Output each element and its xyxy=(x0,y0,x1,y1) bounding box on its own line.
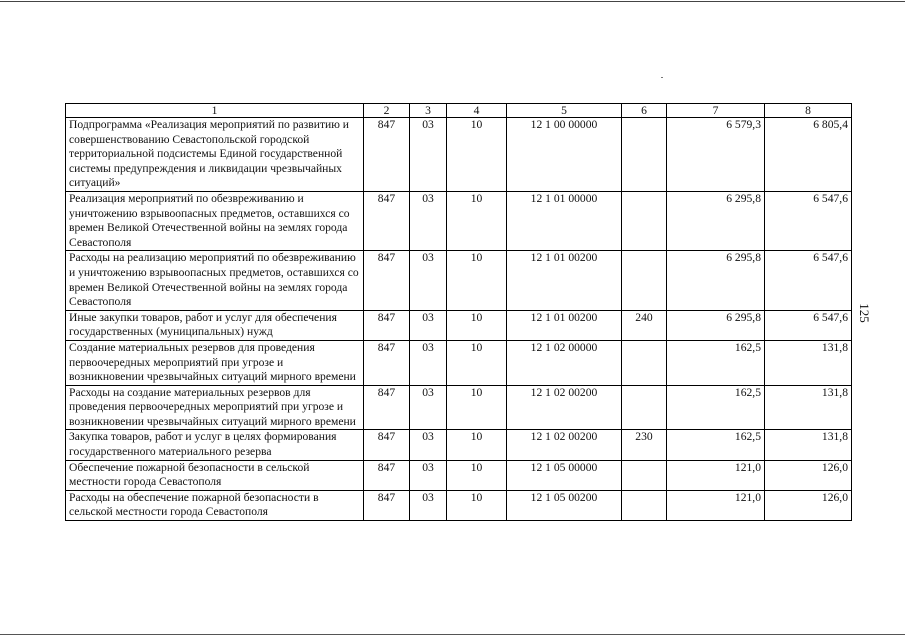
table-header xyxy=(66,104,852,118)
table-row xyxy=(66,385,852,430)
amount-col7-cell: 6 295,8 xyxy=(667,310,765,340)
amount-col7-cell: 121,0 xyxy=(667,490,765,520)
amount-col7-cell: 121,0 xyxy=(667,460,765,490)
code-expense-type-cell xyxy=(622,385,667,430)
code-target-cell: 12 1 01 00200 xyxy=(507,310,622,340)
code-target-cell: 12 1 01 00000 xyxy=(507,191,622,250)
amount-col8-cell: 6 805,4 xyxy=(765,118,852,192)
code-admin-cell: 847 xyxy=(364,430,410,460)
code-expense-type-cell xyxy=(622,251,667,310)
col-header-1: 1 xyxy=(66,104,364,118)
code-subsection-cell: 10 xyxy=(447,191,507,250)
code-expense-type-cell xyxy=(622,191,667,250)
row-name-cell: Расходы на реализацию мероприятий по обезвреживанию и уничтожению взрывоопасных предметов, оставшихся со времен Великой Отечественной войны на землях города Севастополя xyxy=(66,251,364,310)
code-target-cell: 12 1 05 00000 xyxy=(507,460,622,490)
code-subsection-cell: 10 xyxy=(447,460,507,490)
table-body xyxy=(66,118,852,521)
row-name-cell: Иные закупки товаров, работ и услуг для обеспечения государственных (муниципальных) нужд xyxy=(66,310,364,340)
budget-table xyxy=(65,103,852,521)
amount-col8-cell: 131,8 xyxy=(765,340,852,385)
code-subsection-cell: 10 xyxy=(447,385,507,430)
col-header-6: 6 xyxy=(622,104,667,118)
amount-col7-cell: 162,5 xyxy=(667,430,765,460)
row-name-cell: Создание материальных резервов для проведения первоочередных мероприятий при угрозе и возникновении чрезвычайных ситуаций мирного времени xyxy=(66,340,364,385)
col-header-2: 2 xyxy=(364,104,410,118)
amount-col7-cell: 162,5 xyxy=(667,340,765,385)
col-header-4: 4 xyxy=(447,104,507,118)
header-row xyxy=(66,104,852,118)
scan-edge-bottom xyxy=(0,634,905,635)
table-row xyxy=(66,310,852,340)
code-section-cell: 03 xyxy=(410,490,447,520)
row-name-cell: Реализация мероприятий по обезвреживанию и уничтожению взрывоопасных предметов, оставшихся со времен Великой Отечественной войны на землях города Севастополя xyxy=(66,191,364,250)
code-section-cell: 03 xyxy=(410,191,447,250)
code-subsection-cell: 10 xyxy=(447,340,507,385)
scan-speck xyxy=(661,77,663,78)
table-row xyxy=(66,251,852,310)
amount-col8-cell: 126,0 xyxy=(765,460,852,490)
code-section-cell: 03 xyxy=(410,385,447,430)
amount-col8-cell: 6 547,6 xyxy=(765,310,852,340)
code-target-cell: 12 1 05 00200 xyxy=(507,490,622,520)
amount-col8-cell: 6 547,6 xyxy=(765,251,852,310)
page-number: 125 xyxy=(857,303,872,323)
amount-col7-cell: 162,5 xyxy=(667,385,765,430)
code-admin-cell: 847 xyxy=(364,460,410,490)
code-subsection-cell: 10 xyxy=(447,118,507,192)
amount-col7-cell: 6 295,8 xyxy=(667,191,765,250)
code-expense-type-cell xyxy=(622,118,667,192)
code-expense-type-cell xyxy=(622,340,667,385)
code-section-cell: 03 xyxy=(410,430,447,460)
col-header-3: 3 xyxy=(410,104,447,118)
col-header-5: 5 xyxy=(507,104,622,118)
code-target-cell: 12 1 00 00000 xyxy=(507,118,622,192)
table-row xyxy=(66,118,852,192)
table-row xyxy=(66,430,852,460)
code-expense-type-cell: 240 xyxy=(622,310,667,340)
code-section-cell: 03 xyxy=(410,118,447,192)
amount-col8-cell: 131,8 xyxy=(765,430,852,460)
table-row xyxy=(66,460,852,490)
amount-col8-cell: 126,0 xyxy=(765,490,852,520)
code-admin-cell: 847 xyxy=(364,251,410,310)
col-header-7: 7 xyxy=(667,104,765,118)
row-name-cell: Расходы на обеспечение пожарной безопасности в сельской местности города Севастополя xyxy=(66,490,364,520)
code-subsection-cell: 10 xyxy=(447,490,507,520)
scan-edge-top xyxy=(0,1,905,2)
code-subsection-cell: 10 xyxy=(447,251,507,310)
code-expense-type-cell: 230 xyxy=(622,430,667,460)
code-section-cell: 03 xyxy=(410,340,447,385)
code-admin-cell: 847 xyxy=(364,191,410,250)
code-section-cell: 03 xyxy=(410,310,447,340)
code-admin-cell: 847 xyxy=(364,340,410,385)
row-name-cell: Обеспечение пожарной безопасности в сельской местности города Севастополя xyxy=(66,460,364,490)
code-section-cell: 03 xyxy=(410,251,447,310)
row-name-cell: Закупка товаров, работ и услуг в целях формирования государственного материального резерва xyxy=(66,430,364,460)
code-admin-cell: 847 xyxy=(364,385,410,430)
code-subsection-cell: 10 xyxy=(447,430,507,460)
amount-col8-cell: 131,8 xyxy=(765,385,852,430)
code-target-cell: 12 1 02 00200 xyxy=(507,430,622,460)
col-header-8: 8 xyxy=(765,104,852,118)
code-admin-cell: 847 xyxy=(364,310,410,340)
code-expense-type-cell xyxy=(622,460,667,490)
code-admin-cell: 847 xyxy=(364,490,410,520)
code-target-cell: 12 1 02 00000 xyxy=(507,340,622,385)
row-name-cell: Расходы на создание материальных резервов для проведения первоочередных мероприятий при угрозе и возникновении чрезвычайных ситуаций мирного времени xyxy=(66,385,364,430)
row-name-cell: Подпрограмма «Реализация мероприятий по развитию и совершенствованию Севастопольской городской территориальной подсистемы Единой государственной системы предупреждения и ликвидации чрезвычайных ситуаций» xyxy=(66,118,364,192)
code-admin-cell: 847 xyxy=(364,118,410,192)
amount-col7-cell: 6 579,3 xyxy=(667,118,765,192)
code-expense-type-cell xyxy=(622,490,667,520)
code-section-cell: 03 xyxy=(410,460,447,490)
amount-col8-cell: 6 547,6 xyxy=(765,191,852,250)
table-row xyxy=(66,340,852,385)
table-row xyxy=(66,191,852,250)
amount-col7-cell: 6 295,8 xyxy=(667,251,765,310)
code-subsection-cell: 10 xyxy=(447,310,507,340)
code-target-cell: 12 1 02 00200 xyxy=(507,385,622,430)
code-target-cell: 12 1 01 00200 xyxy=(507,251,622,310)
table-row xyxy=(66,490,852,520)
